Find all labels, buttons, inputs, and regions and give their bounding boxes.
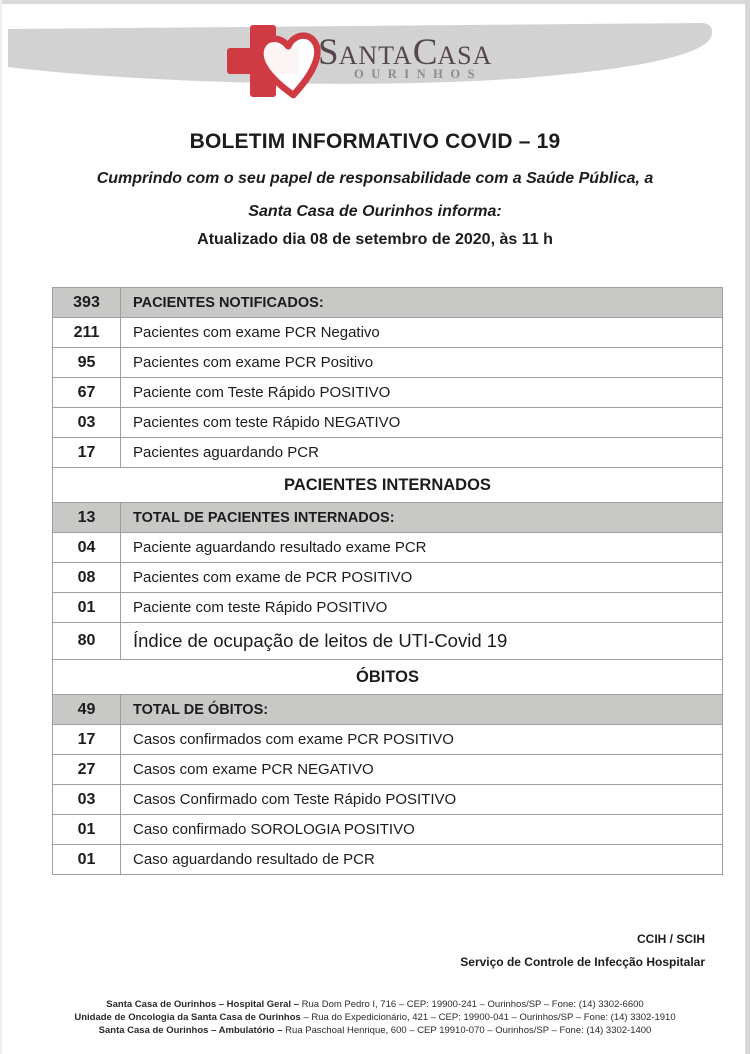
row-value: 95	[53, 348, 121, 377]
row-label: Pacientes com exame de PCR POSITIVO	[133, 569, 413, 586]
row-value: 13	[53, 503, 121, 532]
table-row	[53, 318, 722, 348]
page-subtitle	[0, 162, 750, 228]
address-line: Santa Casa de Ourinhos – Ambulatório – Rua Paschoal Henrique, 600 – CEP 19910-070 – Ourinhos/SP – Fone: (14) 3302-1400	[98, 1025, 652, 1036]
row-label: Caso confirmado SOROLOGIA POSITIVO	[133, 821, 415, 838]
table-row	[53, 348, 722, 378]
row-value: 27	[53, 755, 121, 784]
row-label: Pacientes com teste Rápido NEGATIVO	[133, 414, 401, 431]
row-label: Índice de ocupação de leitos de UTI-Covid 19	[133, 630, 508, 651]
row-label: TOTAL DE PACIENTES INTERNADOS:	[133, 509, 395, 526]
logo-wordmark	[318, 34, 492, 81]
table-row	[53, 378, 722, 408]
section-row	[53, 660, 722, 695]
subtitle-line-1: Cumprindo com o seu papel de responsabilidade com a Saúde Pública, a	[96, 170, 654, 187]
row-value: 03	[53, 408, 121, 437]
row-value: 17	[53, 438, 121, 467]
section-row	[53, 468, 722, 503]
table-row	[53, 725, 722, 755]
row-value: 211	[53, 318, 121, 347]
row-value: 80	[53, 623, 121, 659]
logo-city: OURINHOS	[354, 67, 483, 81]
section-title: PACIENTES INTERNADOS	[284, 475, 491, 494]
row-value: 01	[53, 593, 121, 622]
attribution-line-1: CCIH / SCIH	[636, 932, 705, 946]
logo-letter: S	[318, 32, 339, 73]
row-label: Paciente aguardando resultado exame PCR	[133, 539, 427, 556]
row-label: Caso aguardando resultado de PCR	[133, 851, 375, 868]
row-value: 08	[53, 563, 121, 592]
table-row	[53, 288, 722, 318]
attribution-line-2: Serviço de Controle de Infecção Hospitalar	[460, 955, 705, 969]
table-row	[53, 785, 722, 815]
row-value: 04	[53, 533, 121, 562]
table-row	[53, 503, 722, 533]
row-label: Pacientes com exame PCR Negativo	[133, 324, 380, 341]
logo-letters: ASA	[437, 41, 493, 70]
row-value: 03	[53, 785, 121, 814]
row-label: Pacientes com exame PCR Positivo	[133, 354, 374, 371]
row-label: TOTAL DE ÓBITOS:	[133, 701, 269, 718]
table-row	[53, 563, 722, 593]
row-value: 01	[53, 815, 121, 844]
row-value: 01	[53, 845, 121, 874]
attribution	[460, 928, 705, 974]
table-row	[53, 695, 722, 725]
subtitle-line-2: Santa Casa de Ourinhos informa:	[248, 203, 502, 220]
row-label: Casos confirmados com exame PCR POSITIVO	[133, 731, 454, 748]
page-edge-right	[745, 0, 750, 1054]
row-label: Paciente com teste Rápido POSITIVO	[133, 599, 388, 616]
table-row	[53, 815, 722, 845]
row-label: PACIENTES NOTIFICADOS:	[133, 294, 324, 311]
logo-letters: ANTA	[338, 41, 413, 70]
address-line: Unidade de Oncologia da Santa Casa de Ourinhos – Rua do Expedicionário, 421 – CEP: 19900-041 – Ourinhos/SP – Fone: (14) 3302-1910	[74, 1012, 676, 1023]
page-edge-left	[0, 0, 2, 1054]
row-label: Paciente com Teste Rápido POSITIVO	[133, 384, 391, 401]
table-row	[53, 755, 722, 785]
row-label: Pacientes aguardando PCR	[133, 444, 319, 461]
table-row	[53, 408, 722, 438]
row-label: Casos com exame PCR NEGATIVO	[133, 761, 374, 778]
row-value: 49	[53, 695, 121, 724]
row-label: Casos Confirmado com Teste Rápido POSITIVO	[133, 791, 457, 808]
row-value: 17	[53, 725, 121, 754]
table-row	[53, 593, 722, 623]
table-row	[53, 845, 722, 875]
table-row	[53, 623, 722, 660]
updated-date: Atualizado dia 08 de setembro de 2020, às 11 h	[197, 231, 553, 248]
page-title: BOLETIM INFORMATIVO COVID – 19	[189, 130, 561, 153]
section-title: ÓBITOS	[356, 667, 419, 686]
covid-table	[52, 287, 723, 875]
table-row	[53, 533, 722, 563]
row-value: 67	[53, 378, 121, 407]
footer-addresses	[0, 998, 750, 1037]
row-value: 393	[53, 288, 121, 317]
table-row	[53, 438, 722, 468]
address-line: Santa Casa de Ourinhos – Hospital Geral – Rua Dom Pedro I, 716 – CEP: 19900-241 – Ourinhos/SP – Fone: (14) 3302-6600	[106, 999, 644, 1010]
logo-letter: C	[412, 32, 438, 73]
